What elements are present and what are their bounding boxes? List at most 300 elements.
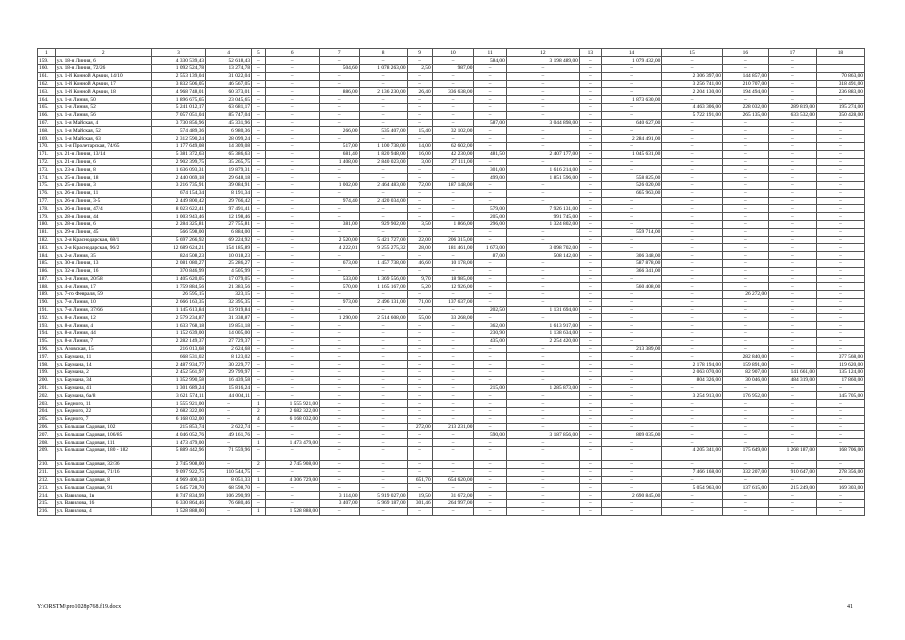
table-row: [38, 484, 865, 492]
value-cell: –: [319, 111, 359, 119]
value-cell: –: [722, 259, 768, 267]
value-cell: 5 421 727,00: [359, 236, 407, 244]
value-cell: –: [722, 244, 768, 252]
address-cell: ул. 1-я Майская, 4: [55, 119, 151, 127]
value-cell: –: [768, 267, 816, 275]
value-cell: –: [474, 361, 506, 369]
table-row: [38, 306, 865, 314]
row-number-cell: 172.: [38, 158, 56, 166]
value-cell: –: [601, 507, 662, 515]
value-cell: –: [432, 57, 474, 65]
value-cell: 633 532,00: [768, 111, 816, 119]
value-cell: –: [474, 135, 506, 143]
value-cell: –: [265, 484, 319, 492]
row-number-cell: 163.: [38, 88, 56, 96]
value-cell: –: [474, 111, 506, 119]
value-cell: –: [407, 408, 432, 416]
value-cell: –: [359, 461, 407, 469]
table-row: [38, 64, 865, 72]
value-cell: –: [816, 408, 864, 416]
row-number-cell: 181.: [38, 228, 56, 236]
value-cell: –: [579, 96, 601, 104]
value-cell: –: [252, 306, 266, 314]
value-cell: 266,00: [319, 127, 359, 135]
value-cell: 1 177 649,08: [151, 142, 205, 150]
value-cell: –: [506, 236, 579, 244]
value-cell: –: [662, 267, 723, 275]
value-cell: –: [506, 345, 579, 353]
table-row: [38, 400, 865, 408]
value-cell: –: [816, 166, 864, 174]
column-number-cell: 5: [252, 49, 266, 57]
value-cell: –: [319, 461, 359, 469]
value-cell: 82 907,00: [722, 369, 768, 377]
value-cell: 2 282 149,37: [151, 337, 205, 345]
table-row: [38, 439, 865, 447]
address-cell: ул. 25-я Линия, 3: [55, 181, 151, 189]
value-cell: –: [265, 166, 319, 174]
value-cell: 1 078 263,00: [359, 64, 407, 72]
value-cell: –: [816, 252, 864, 260]
value-cell: –: [359, 400, 407, 408]
value-cell: 3,00: [407, 158, 432, 166]
address-cell: ул. 21-я Линия, 13/14: [55, 150, 151, 158]
value-cell: –: [407, 306, 432, 314]
value-cell: –: [579, 228, 601, 236]
value-cell: –: [816, 259, 864, 267]
row-number-cell: 167.: [38, 119, 56, 127]
value-cell: –: [579, 476, 601, 484]
value-cell: –: [662, 353, 723, 361]
value-cell: –: [662, 174, 723, 182]
value-cell: –: [252, 447, 266, 461]
value-cell: –: [474, 492, 506, 500]
value-cell: –: [662, 423, 723, 431]
value-cell: –: [359, 111, 407, 119]
footer-file-path: Y:\ORSTM\pro1028p768.f19.docx: [37, 604, 122, 610]
value-cell: –: [474, 484, 506, 492]
value-cell: –: [722, 322, 768, 330]
value-cell: –: [506, 197, 579, 205]
address-cell: ул. 1-я Майская, 52: [55, 127, 151, 135]
value-cell: –: [579, 392, 601, 400]
value-cell: 85 747,04: [206, 111, 252, 119]
value-cell: 929 902,00: [359, 220, 407, 228]
value-cell: 2 440 069,18: [151, 174, 205, 182]
value-cell: –: [816, 127, 864, 135]
value-cell: –: [579, 314, 601, 322]
value-cell: –: [579, 384, 601, 392]
row-number-cell: 177.: [38, 197, 56, 205]
value-cell: –: [662, 461, 723, 469]
value-cell: –: [474, 447, 506, 461]
value-cell: –: [768, 476, 816, 484]
value-cell: 2 178 194,00: [662, 361, 723, 369]
value-cell: –: [359, 205, 407, 213]
value-cell: –: [579, 205, 601, 213]
value-cell: –: [252, 205, 266, 213]
value-cell: 2 624,68: [206, 345, 252, 353]
value-cell: 32 102,00: [432, 127, 474, 135]
table-row: [38, 119, 865, 127]
value-cell: –: [265, 345, 319, 353]
value-cell: 481,50: [474, 150, 506, 158]
value-cell: –: [265, 275, 319, 283]
value-cell: 350 428,00: [816, 111, 864, 119]
value-cell: 1 555 921,00: [151, 400, 205, 408]
value-cell: –: [359, 468, 407, 476]
value-cell: –: [768, 431, 816, 439]
value-cell: –: [722, 275, 768, 283]
value-cell: –: [662, 228, 723, 236]
value-cell: –: [432, 306, 474, 314]
value-cell: –: [359, 384, 407, 392]
value-cell: –: [579, 283, 601, 291]
value-cell: –: [319, 337, 359, 345]
value-cell: 886,00: [319, 88, 359, 96]
value-cell: –: [252, 103, 266, 111]
value-cell: 2 745 908,00: [265, 461, 319, 469]
value-cell: –: [662, 259, 723, 267]
value-cell: –: [662, 244, 723, 252]
value-cell: 1 290,00: [319, 314, 359, 322]
address-cell: ул. 28-я Линия, 6: [55, 220, 151, 228]
address-cell: ул. 25-я Линия, 18: [55, 174, 151, 182]
value-cell: 289 819,00: [768, 103, 816, 111]
value-cell: –: [506, 376, 579, 384]
value-cell: 8 747 834,99: [151, 492, 205, 500]
value-cell: 579,00: [474, 205, 506, 213]
table-row: [38, 181, 865, 189]
address-cell: ул. 8-я Линия, 4: [55, 322, 151, 330]
value-cell: 1 369 556,00: [359, 275, 407, 283]
value-cell: 45 331,96: [206, 119, 252, 127]
value-cell: –: [252, 330, 266, 338]
value-cell: 5,20: [407, 283, 432, 291]
value-cell: 1 002,00: [319, 181, 359, 189]
row-number-cell: 203.: [38, 400, 56, 408]
value-cell: –: [579, 423, 601, 431]
value-cell: –: [432, 96, 474, 104]
value-cell: –: [662, 476, 723, 484]
value-cell: –: [579, 306, 601, 314]
value-cell: –: [768, 236, 816, 244]
column-number-cell: 10: [432, 49, 474, 57]
value-cell: –: [722, 189, 768, 197]
value-cell: 2 496 131,00: [359, 298, 407, 306]
row-number-cell: 191.: [38, 306, 56, 314]
table-row: [38, 103, 865, 111]
value-cell: –: [816, 283, 864, 291]
value-cell: –: [407, 439, 432, 447]
value-cell: –: [579, 259, 601, 267]
value-cell: 4 463 306,00: [662, 103, 723, 111]
value-cell: 106 290,99: [206, 492, 252, 500]
value-cell: –: [601, 314, 662, 322]
value-cell: –: [579, 376, 601, 384]
value-cell: 1 408,00: [319, 158, 359, 166]
value-cell: –: [601, 275, 662, 283]
value-cell: 69 224,92: [206, 236, 252, 244]
value-cell: –: [816, 197, 864, 205]
value-cell: –: [252, 314, 266, 322]
value-cell: –: [319, 415, 359, 423]
value-cell: –: [768, 166, 816, 174]
column-number-cell: 18: [816, 49, 864, 57]
value-cell: 265 135,00: [722, 111, 768, 119]
address-cell: ул. 8-я Линия, 7: [55, 337, 151, 345]
table-row: [38, 345, 865, 353]
value-cell: –: [407, 166, 432, 174]
value-cell: 1: [252, 507, 266, 515]
value-cell: 12 689 624,21: [151, 244, 205, 252]
value-cell: –: [768, 174, 816, 182]
row-number-cell: 186.: [38, 267, 56, 275]
value-cell: –: [601, 205, 662, 213]
value-cell: 27 729,37: [206, 337, 252, 345]
row-number-cell: 194.: [38, 330, 56, 338]
value-cell: 533,00: [319, 275, 359, 283]
value-cell: –: [816, 306, 864, 314]
value-cell: 4 306 729,00: [265, 476, 319, 484]
value-cell: –: [662, 337, 723, 345]
value-cell: 6 884,00: [206, 228, 252, 236]
table-row: [38, 220, 865, 228]
value-cell: –: [579, 80, 601, 88]
value-cell: –: [662, 158, 723, 166]
value-cell: 14 005,00: [206, 330, 252, 338]
value-cell: –: [252, 275, 266, 283]
value-cell: –: [432, 345, 474, 353]
value-cell: 1 045 631,00: [601, 150, 662, 158]
value-cell: –: [601, 439, 662, 447]
value-cell: –: [816, 119, 864, 127]
value-cell: –: [816, 461, 864, 469]
value-cell: 154 185,89: [206, 244, 252, 252]
value-cell: 144 857,00: [722, 72, 768, 80]
value-cell: 2 666 163,35: [151, 298, 205, 306]
value-cell: –: [407, 197, 432, 205]
address-cell: ул. 3-я Линия, 20/58: [55, 275, 151, 283]
row-number-cell: 202.: [38, 392, 56, 400]
value-cell: –: [265, 492, 319, 500]
value-cell: 318 491,00: [816, 80, 864, 88]
value-cell: –: [816, 337, 864, 345]
row-number-cell: 159.: [38, 57, 56, 65]
value-cell: –: [768, 314, 816, 322]
value-cell: –: [359, 415, 407, 423]
value-cell: –: [252, 345, 266, 353]
value-cell: –: [407, 353, 432, 361]
value-cell: –: [319, 330, 359, 338]
value-cell: –: [722, 166, 768, 174]
value-cell: –: [474, 181, 506, 189]
value-cell: –: [722, 423, 768, 431]
value-cell: –: [579, 267, 601, 275]
table-row: [38, 330, 865, 338]
value-cell: –: [359, 361, 407, 369]
value-cell: –: [722, 476, 768, 484]
value-cell: –: [768, 306, 816, 314]
table-row: [38, 408, 865, 416]
value-cell: –: [319, 431, 359, 439]
value-cell: –: [506, 96, 579, 104]
value-cell: –: [407, 252, 432, 260]
address-cell: ул. 30-я Линия, 13: [55, 259, 151, 267]
value-cell: 587 878,00: [601, 259, 662, 267]
value-cell: –: [265, 330, 319, 338]
value-cell: –: [601, 72, 662, 80]
value-cell: –: [265, 88, 319, 96]
value-cell: 15,40: [407, 127, 432, 135]
value-cell: –: [768, 252, 816, 260]
value-cell: –: [506, 142, 579, 150]
value-cell: 987,00: [432, 64, 474, 72]
value-cell: –: [768, 322, 816, 330]
value-cell: –: [265, 228, 319, 236]
row-number-cell: 169.: [38, 135, 56, 143]
value-cell: 4 205 341,00: [662, 447, 723, 461]
value-cell: –: [601, 291, 662, 299]
value-cell: –: [506, 80, 579, 88]
value-cell: –: [265, 468, 319, 476]
value-cell: 282 840,00: [722, 353, 768, 361]
value-cell: –: [474, 392, 506, 400]
value-cell: –: [601, 88, 662, 96]
value-cell: 70 863,00: [816, 72, 864, 80]
value-cell: –: [252, 57, 266, 65]
value-cell: –: [816, 400, 864, 408]
value-cell: 1 528 888,00: [151, 507, 205, 515]
value-cell: –: [359, 447, 407, 461]
value-cell: 27 111,00: [432, 158, 474, 166]
value-cell: 6 168 032,00: [151, 415, 205, 423]
value-cell: –: [432, 330, 474, 338]
value-cell: –: [768, 439, 816, 447]
value-cell: –: [319, 267, 359, 275]
value-cell: –: [252, 259, 266, 267]
value-cell: 301,46: [407, 500, 432, 508]
value-cell: –: [432, 322, 474, 330]
value-cell: 110 544,75: [206, 468, 252, 476]
value-cell: –: [474, 408, 506, 416]
value-cell: 1 759 884,56: [151, 283, 205, 291]
value-cell: 1 851 596,00: [506, 174, 579, 182]
value-cell: 499,00: [474, 174, 506, 182]
value-cell: –: [579, 220, 601, 228]
value-cell: –: [601, 415, 662, 423]
value-cell: –: [768, 72, 816, 80]
value-cell: –: [265, 103, 319, 111]
value-cell: –: [265, 236, 319, 244]
value-cell: –: [601, 392, 662, 400]
value-cell: 216 013,68: [151, 345, 205, 353]
value-cell: –: [601, 500, 662, 508]
value-cell: –: [252, 111, 266, 119]
value-cell: 2 254 420,00: [506, 337, 579, 345]
value-cell: –: [579, 507, 601, 515]
address-cell: ул. Большая Садовая, 111: [55, 439, 151, 447]
value-cell: –: [601, 158, 662, 166]
value-cell: 1 165 167,00: [359, 283, 407, 291]
row-number-cell: 196.: [38, 345, 56, 353]
table-row: [38, 135, 865, 143]
value-cell: 362,00: [474, 322, 506, 330]
value-cell: 15 816,24: [206, 384, 252, 392]
value-cell: –: [722, 174, 768, 182]
value-cell: –: [359, 252, 407, 260]
value-cell: 65 386,63: [206, 150, 252, 158]
table-row: [38, 468, 865, 476]
value-cell: 306 348,00: [601, 252, 662, 260]
value-cell: –: [579, 291, 601, 299]
value-cell: –: [474, 236, 506, 244]
value-cell: 10 178,00: [432, 259, 474, 267]
value-cell: 28 099,24: [206, 135, 252, 143]
value-cell: 228 032,00: [722, 103, 768, 111]
address-cell: ул. 26-я Линия, 11: [55, 189, 151, 197]
value-cell: –: [206, 400, 252, 408]
value-cell: –: [252, 236, 266, 244]
value-cell: –: [601, 476, 662, 484]
value-cell: –: [252, 468, 266, 476]
row-number-cell: 210.: [38, 461, 56, 469]
table-row: [38, 298, 865, 306]
value-cell: 137 637,00: [432, 298, 474, 306]
value-cell: –: [722, 96, 768, 104]
value-cell: 8 051,33: [206, 476, 252, 484]
value-cell: –: [662, 205, 723, 213]
value-cell: 1 405 620,05: [151, 275, 205, 283]
value-cell: –: [816, 275, 864, 283]
value-cell: –: [359, 345, 407, 353]
value-cell: –: [579, 150, 601, 158]
value-cell: –: [407, 103, 432, 111]
value-cell: –: [579, 166, 601, 174]
value-cell: 12 198,46: [206, 213, 252, 221]
value-cell: 22,00: [407, 236, 432, 244]
value-cell: –: [662, 408, 723, 416]
value-cell: 3 198 489,00: [506, 57, 579, 65]
column-number-cell: 17: [768, 49, 816, 57]
value-cell: –: [474, 291, 506, 299]
value-cell: 30 229,77: [206, 361, 252, 369]
row-number-cell: 187.: [38, 275, 56, 283]
value-cell: –: [252, 252, 266, 260]
value-cell: 215 853,74: [151, 423, 205, 431]
value-cell: –: [579, 119, 601, 127]
value-cell: –: [265, 314, 319, 322]
value-cell: –: [579, 322, 601, 330]
value-cell: 42 230,00: [432, 150, 474, 158]
value-cell: –: [662, 197, 723, 205]
table-row: [38, 189, 865, 197]
value-cell: –: [265, 267, 319, 275]
value-cell: –: [407, 267, 432, 275]
value-cell: –: [816, 135, 864, 143]
address-cell: ул. Большая Садовая, 106/85: [55, 431, 151, 439]
value-cell: –: [601, 384, 662, 392]
value-cell: –: [816, 500, 864, 508]
value-cell: –: [722, 500, 768, 508]
row-number-cell: 176.: [38, 189, 56, 197]
table-row: [38, 197, 865, 205]
value-cell: –: [601, 166, 662, 174]
table-row: [38, 174, 865, 182]
value-cell: 13 919,84: [206, 306, 252, 314]
value-cell: 665 963,00: [601, 189, 662, 197]
value-cell: –: [662, 291, 723, 299]
